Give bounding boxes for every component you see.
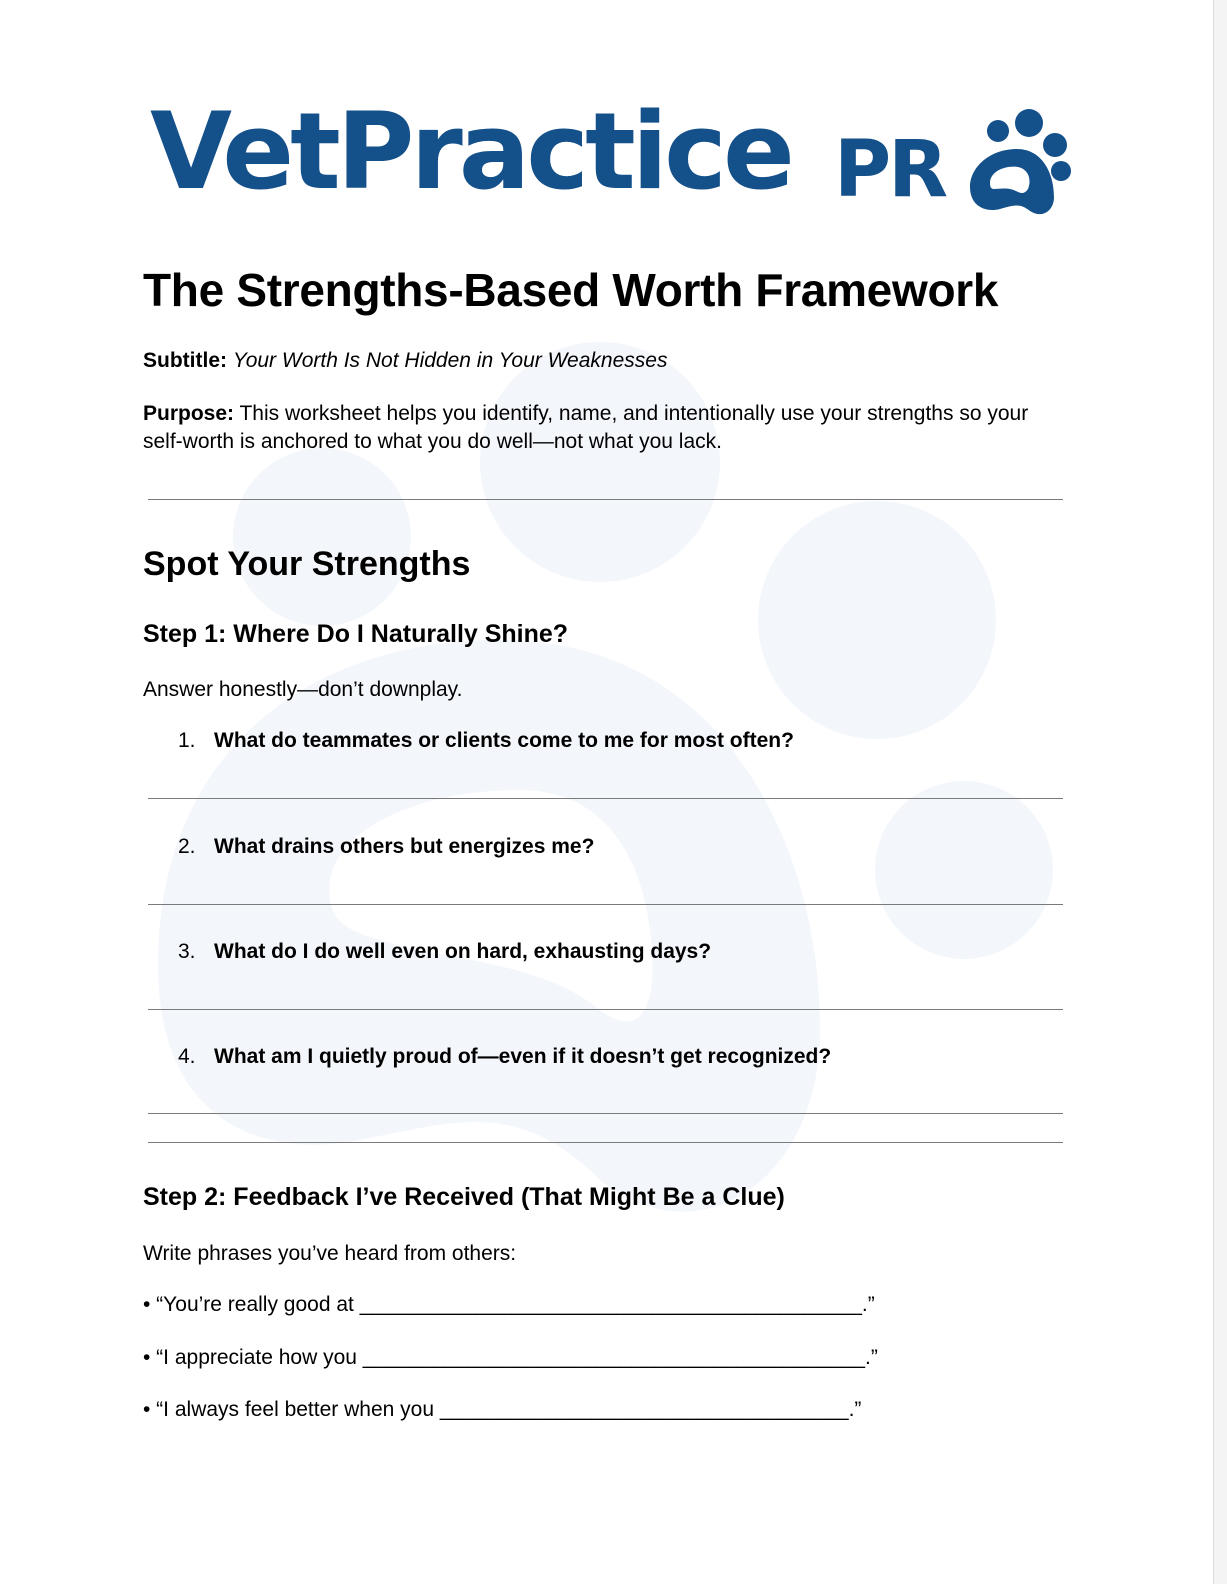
answer-line-4[interactable] — [148, 1113, 1063, 1114]
step2-heading: Step 2: Feedback I’ve Received (That Might Be a Clue) — [143, 1183, 785, 1211]
question-3 — [178, 940, 711, 964]
question-text: What do I do well even on hard, exhausting days? — [214, 940, 712, 963]
subtitle-label: Subtitle: — [143, 349, 227, 372]
divider — [148, 1142, 1063, 1143]
purpose-label: Purpose: — [143, 402, 235, 425]
answer-line-3[interactable] — [148, 1009, 1063, 1010]
question-4 — [178, 1045, 831, 1069]
vetpracticepro-logo — [150, 90, 1070, 220]
purpose-text: This worksheet helps you identify, name, and intentionally use your strengths so your self-worth is anchored to what you do well—not what you lack. — [143, 402, 1029, 453]
section-heading: Spot Your Strengths — [143, 545, 471, 583]
answer-line-1[interactable] — [148, 798, 1063, 799]
question-1 — [178, 729, 794, 753]
question-text: What do teammates or clients come to me for most often? — [214, 729, 794, 752]
question-number: 4. — [178, 1045, 196, 1068]
divider — [148, 499, 1063, 500]
step1-heading: Step 1: Where Do I Naturally Shine? — [143, 620, 569, 648]
question-text: What drains others but energizes me? — [214, 835, 595, 858]
page-title: The Strengths-Based Worth Framework — [143, 264, 999, 316]
viewer-scroll-edge — [1213, 0, 1227, 1584]
logo-wordmark: VetPractice — [150, 90, 791, 213]
paw-icon — [962, 105, 1072, 220]
question-number: 1. — [178, 729, 196, 752]
subtitle-line — [143, 347, 667, 375]
step2-intro: Write phrases you’ve heard from others: — [143, 1242, 517, 1265]
feedback-prompt-1[interactable]: • “You’re really good at ___________________________________________.” — [143, 1293, 875, 1316]
feedback-prompt-2[interactable]: • “I appreciate how you ___________________________________________.” — [143, 1346, 878, 1369]
purpose-paragraph — [143, 400, 1073, 456]
step1-intro: Answer honestly—don’t downplay. — [143, 678, 463, 701]
question-text: What am I quietly proud of—even if it doesn’t get recognized? — [214, 1045, 832, 1068]
question-2 — [178, 835, 594, 859]
question-number: 3. — [178, 940, 196, 963]
question-number: 2. — [178, 835, 196, 858]
logo-pro-badge: PR — [834, 125, 946, 215]
answer-line-2[interactable] — [148, 904, 1063, 905]
subtitle-text: Your Worth Is Not Hidden in Your Weaknesses — [232, 349, 668, 372]
feedback-prompt-3[interactable]: • “I always feel better when you ___________________________________.” — [143, 1398, 862, 1421]
